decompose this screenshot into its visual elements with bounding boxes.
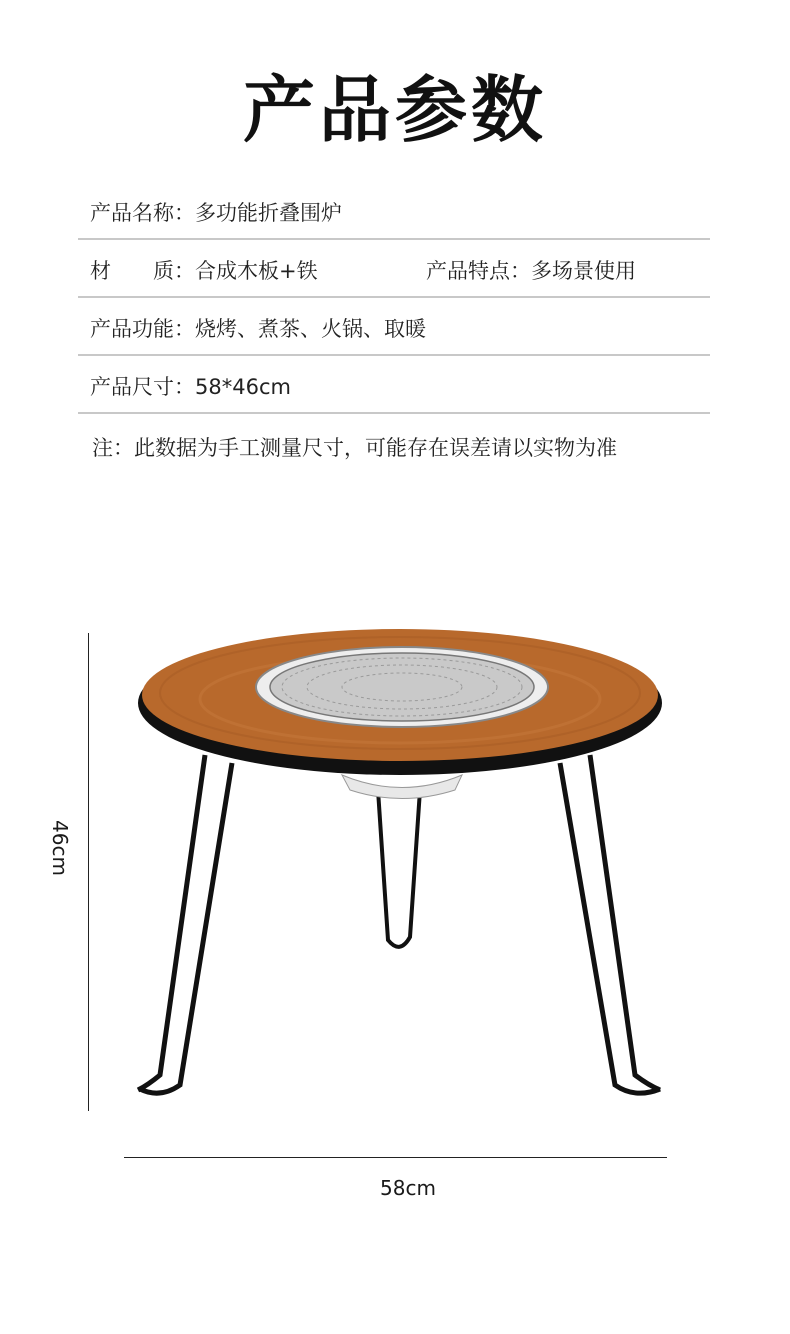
spec-feature: 产品特点：多场景使用	[426, 259, 636, 283]
measurement-note: 注：此数据为手工测量尺寸，可能存在误差请以实物为准	[92, 436, 617, 460]
page-title: 产品参数	[242, 68, 547, 152]
grill-mesh	[270, 653, 534, 721]
spec-function: 产品功能：烧烤、煮茶、火锅、取暖	[90, 317, 426, 341]
spec-product-name: 产品名称：多功能折叠围炉	[90, 201, 342, 225]
height-dimension-line	[88, 633, 89, 1111]
spec-row-name	[78, 182, 710, 240]
product-image	[120, 615, 680, 1115]
spec-size: 产品尺寸：58*46cm	[90, 375, 291, 399]
front-right-leg-inner	[590, 755, 660, 1090]
spec-table	[78, 182, 710, 414]
front-left-leg	[138, 755, 205, 1090]
spec-row-material	[78, 240, 710, 298]
front-left-leg-inner	[140, 763, 232, 1093]
fire-bowl	[342, 775, 462, 799]
width-dimension-line	[124, 1157, 667, 1158]
width-dimension-label: 58cm	[380, 1176, 436, 1200]
spec-material: 材 质：合成木板+铁	[90, 259, 318, 283]
spec-row-function	[78, 298, 710, 356]
back-leg	[378, 790, 420, 947]
front-right-leg	[560, 763, 660, 1093]
spec-row-size	[78, 356, 710, 414]
height-dimension-label: 46cm	[48, 820, 72, 876]
